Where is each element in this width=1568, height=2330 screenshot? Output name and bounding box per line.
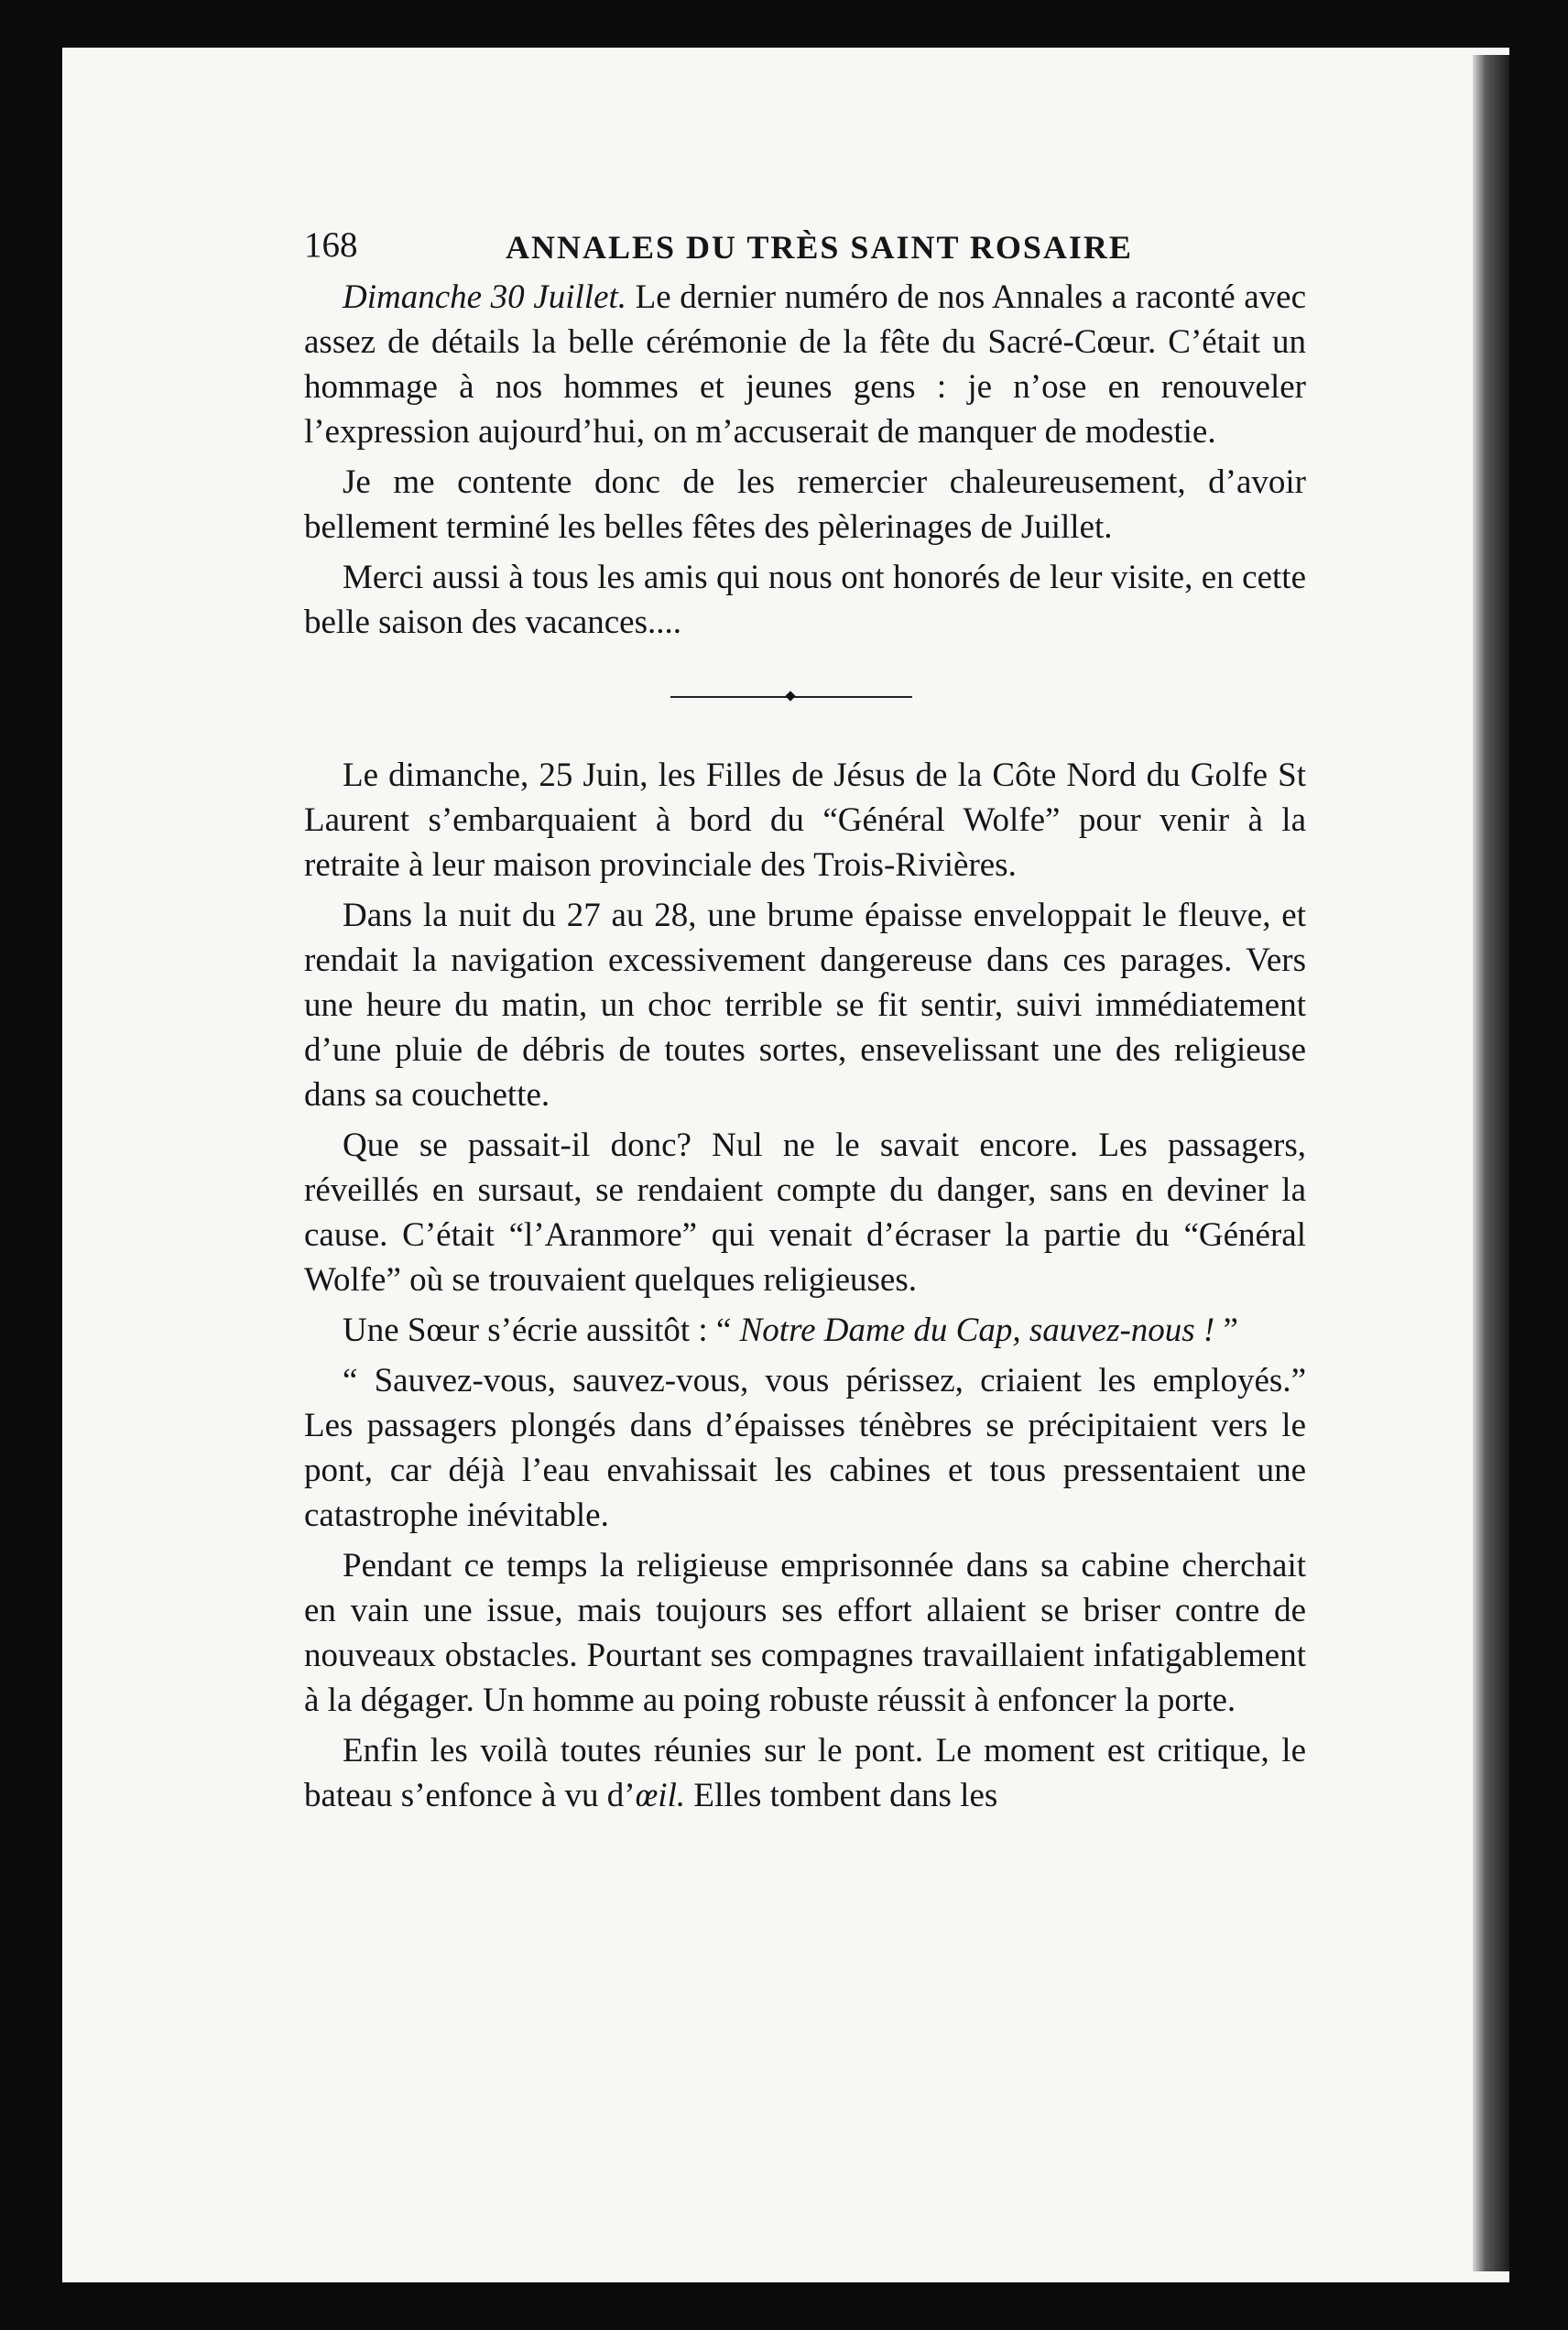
paragraph-text: Enfin les voilà toutes réunies sur le pont. Le moment est critique, le bateau s’enfonce à vu d’ <box>304 1732 1306 1814</box>
running-title: ANNALES DU TRÈS SAINT ROSAIRE <box>506 229 1133 266</box>
paragraph-text: Elles tombent dans les <box>685 1777 998 1814</box>
date-heading: Dimanche 30 Juillet. <box>343 278 627 316</box>
quoted-prayer: Notre Dame du Cap, sauvez-nous ! <box>739 1312 1215 1349</box>
paragraph: Je me contente donc de les remercier chaleureusement, d’avoir bellement terminé les belles fêtes des pèlerinages de Juillet. <box>304 463 1306 546</box>
paragraph: Merci aussi à tous les amis qui nous ont honorés de leur visite, en cette belle saison des vacances.... <box>304 559 1306 641</box>
paragraph: “ Sauvez-vous, sauvez-vous, vous périssez, criaient les employés.” Les passagers plongés dans d’épaisses ténèbres se précipitaient vers le pont, car déjà l’eau envahissait les cabines et tous pressentaient une catastrophe inévitable. <box>304 1362 1306 1534</box>
paragraph <box>304 275 1306 454</box>
paragraph-text: Une Sœur s’écrie aussitôt : “ <box>343 1312 740 1349</box>
paragraph: Le dimanche, 25 Juin, les Filles de Jésus de la Côte Nord du Golfe St Laurent s’embarquaient à bord du “Général Wolfe” pour venir à la retraite à leur maison provinciale des Trois-Rivières. <box>304 757 1306 884</box>
divider-ornament-icon <box>785 691 795 701</box>
paragraph-text: ” <box>1214 1312 1238 1349</box>
page-header <box>304 216 1306 275</box>
book-spine-shadow <box>1473 55 1509 2271</box>
paragraph <box>304 1728 1306 1818</box>
paragraph-text: Le dernier numéro de nos Annales a raconté avec assez de détails la belle cérémonie de la fête du Sacré-Cœur. C’était un hommage à nos hommes et jeunes gens : je n’ose en renouveler l’expression aujourd’hui, on m’accuserait de manquer de modestie. <box>304 278 1307 451</box>
paragraph: Dans la nuit du 27 au 28, une brume épaisse enveloppait le fleuve, et rendait la navigation excessivement dangereuse dans ces parages. Vers une heure du matin, un choc terrible se fit sentir, suivi immédiatement d’une pluie de débris de toutes sortes, ensevelissant une des religieuse dans sa couchette. <box>304 897 1306 1114</box>
section-divider <box>304 645 1306 727</box>
paragraph: Pendant ce temps la religieuse emprisonnée dans sa cabine cherchait en vain une issue, mais toujours ses effort allaient se briser contre de nouveaux obstacles. Pourtant ses compagnes travaillaient infatigablement à la dégager. Un homme au poing robuste réussit à enfoncer la porte. <box>304 1547 1306 1719</box>
page-number: 168 <box>304 225 358 265</box>
paragraph <box>304 1308 1306 1353</box>
page-content <box>304 216 1306 1818</box>
italic-word: œil. <box>635 1777 686 1814</box>
paragraph: Que se passait-il donc? Nul ne le savait encore. Les passagers, réveillés en sursaut, se rendaient compte du danger, sans en deviner la cause. C’était “l’Aranmore” qui venait d’écraser la partie du “Général Wolfe” où se trouvaient quelques religieuses. <box>304 1127 1306 1299</box>
